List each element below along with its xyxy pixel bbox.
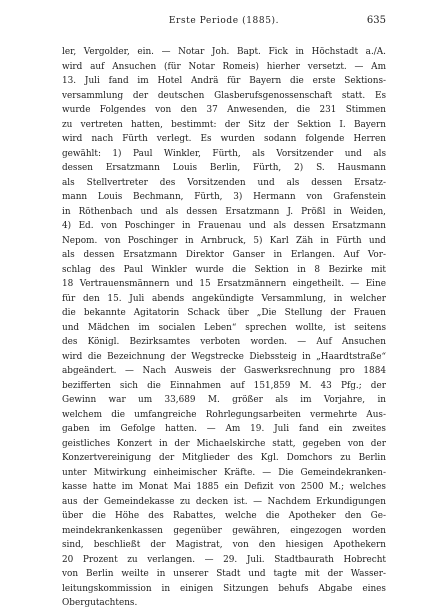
text-line: als Stellvertreter des Vorsitzenden und als dessen Ersatz- bbox=[62, 177, 386, 188]
text-line: leitungskommission in einigen Sitzungen behufs Abgabe eines bbox=[62, 583, 386, 594]
text-line: Obergutachtens. bbox=[62, 598, 138, 608]
text-line: meindekrankenkassen gegenüber gewähren, eingezogen worden bbox=[62, 525, 386, 536]
text-line: des Königl. Bezirksamtes verboten worden. — Auf Ansuchen bbox=[62, 337, 386, 347]
text-line: versammlung der deutschen Glasberufsgenossenschaft statt. Es bbox=[62, 90, 386, 101]
text-line: abgeändert. — Nach Ausweis der Gaswerksrechnung pro 1884 bbox=[62, 366, 386, 376]
text-line: 13. Juli fand im Hotel Andrä für Bayern die erste Sektions- bbox=[62, 76, 386, 86]
text-line: über die Höhe des Rabattes, welche die Apotheker den Ge- bbox=[62, 511, 386, 521]
text-line: die bekannte Agitatorin Schack über „Die Stellung der Frauen bbox=[62, 308, 386, 318]
text-line: gewählt: 1) Paul Winkler, Fürth, als Vorsitzender und als bbox=[62, 148, 386, 159]
text-line: mann Louis Bechmann, Fürth, 3) Hermann von Grafenstein bbox=[62, 192, 386, 202]
text-line: von Berlin weilte in unserer Stadt und tagte mit der Wasser- bbox=[62, 569, 386, 579]
page-header bbox=[62, 14, 386, 28]
text-line: wird nach Fürth verlegt. Es wurden sodann folgende Herren bbox=[62, 134, 386, 144]
text-line: 18 Vertrauensmännern und 15 Ersatzmännern eingetheilt. — Eine bbox=[62, 279, 386, 289]
text-line: sind, beschließt der Magistrat, von den hiesigen Apothekern bbox=[62, 540, 386, 550]
text-line: welchem die umfangreiche Rohrlegungsarbeiten vermehrte Aus- bbox=[62, 409, 386, 420]
text-line: als dessen Ersatzmann Direktor Ganser in Erlangen. Auf Vor- bbox=[62, 250, 386, 260]
text-line: gaben im Gefolge hatten. — Am 19. Juli fand ein zweites bbox=[62, 424, 386, 434]
text-line: und Mädchen im socialen Leben“ sprechen wollte, ist seitens bbox=[62, 322, 386, 333]
text-line: für den 15. Juli abends angekündigte Versammlung, in welcher bbox=[62, 293, 386, 304]
text-line: in Röthenbach und als dessen Ersatzmann J. Prößl in Weiden, bbox=[62, 206, 386, 217]
text-line: 4) Ed. von Poschinger in Frauenau und als dessen Ersatzmann bbox=[62, 221, 386, 231]
text-line: Gewinn war um 33,689 M. größer als im Vorjahre, in bbox=[62, 395, 386, 405]
body-text bbox=[62, 45, 386, 611]
text-line: dessen Ersatzmann Louis Berlin, Fürth, 2) S. Hausmann bbox=[62, 163, 386, 173]
text-line: Nepom. von Poschinger in Arnbruck, 5) Karl Zäh in Fürth und bbox=[62, 235, 386, 246]
text-line: schlag des Paul Winkler wurde die Sektion in 8 Bezirke mit bbox=[62, 264, 386, 275]
text-line: wird die Bezeichnung der Wegstrecke Diebssteig in „Haardtstraße“ bbox=[62, 351, 386, 362]
text-line: Konzertvereinigung der Mitglieder des Kgl. Domchors zu Berlin bbox=[62, 453, 386, 463]
text-line: ler, Vergolder, ein. — Notar Joh. Bapt. Fick in Höchstadt a./A. bbox=[62, 47, 386, 57]
page-number: 635 bbox=[366, 15, 386, 26]
text-line: wird auf Ansuchen (für Notar Romeis) hierher versetzt. — Am bbox=[62, 61, 386, 72]
text-line: wurde Folgendes von den 37 Anwesenden, die 231 Stimmen bbox=[62, 105, 386, 115]
text-line: 20 Prozent zu verlangen. — 29. Juli. Stadtbaurath Hobrecht bbox=[62, 554, 386, 565]
text-line: zu vertreten hatten, bestimmt: der Sitz der Sektion I. Bayern bbox=[62, 119, 386, 130]
text-line: unter Mitwirkung einheimischer Kräfte. — Die Gemeindekranken- bbox=[62, 467, 386, 478]
running-title: Erste Periode (1885). bbox=[168, 16, 280, 26]
text-line: geistliches Konzert in der Michaelskirche statt, gegeben von der bbox=[62, 438, 386, 449]
text-line: kasse hatte im Monat Mai 1885 ein Defizit von 2500 M.; welches bbox=[62, 482, 386, 492]
text-line: aus der Gemeindekasse zu decken ist. — Nachdem Erkundigungen bbox=[62, 496, 386, 507]
text-line: bezifferten sich die Einnahmen auf 151,859 M. 43 Pfg.; der bbox=[62, 380, 386, 391]
